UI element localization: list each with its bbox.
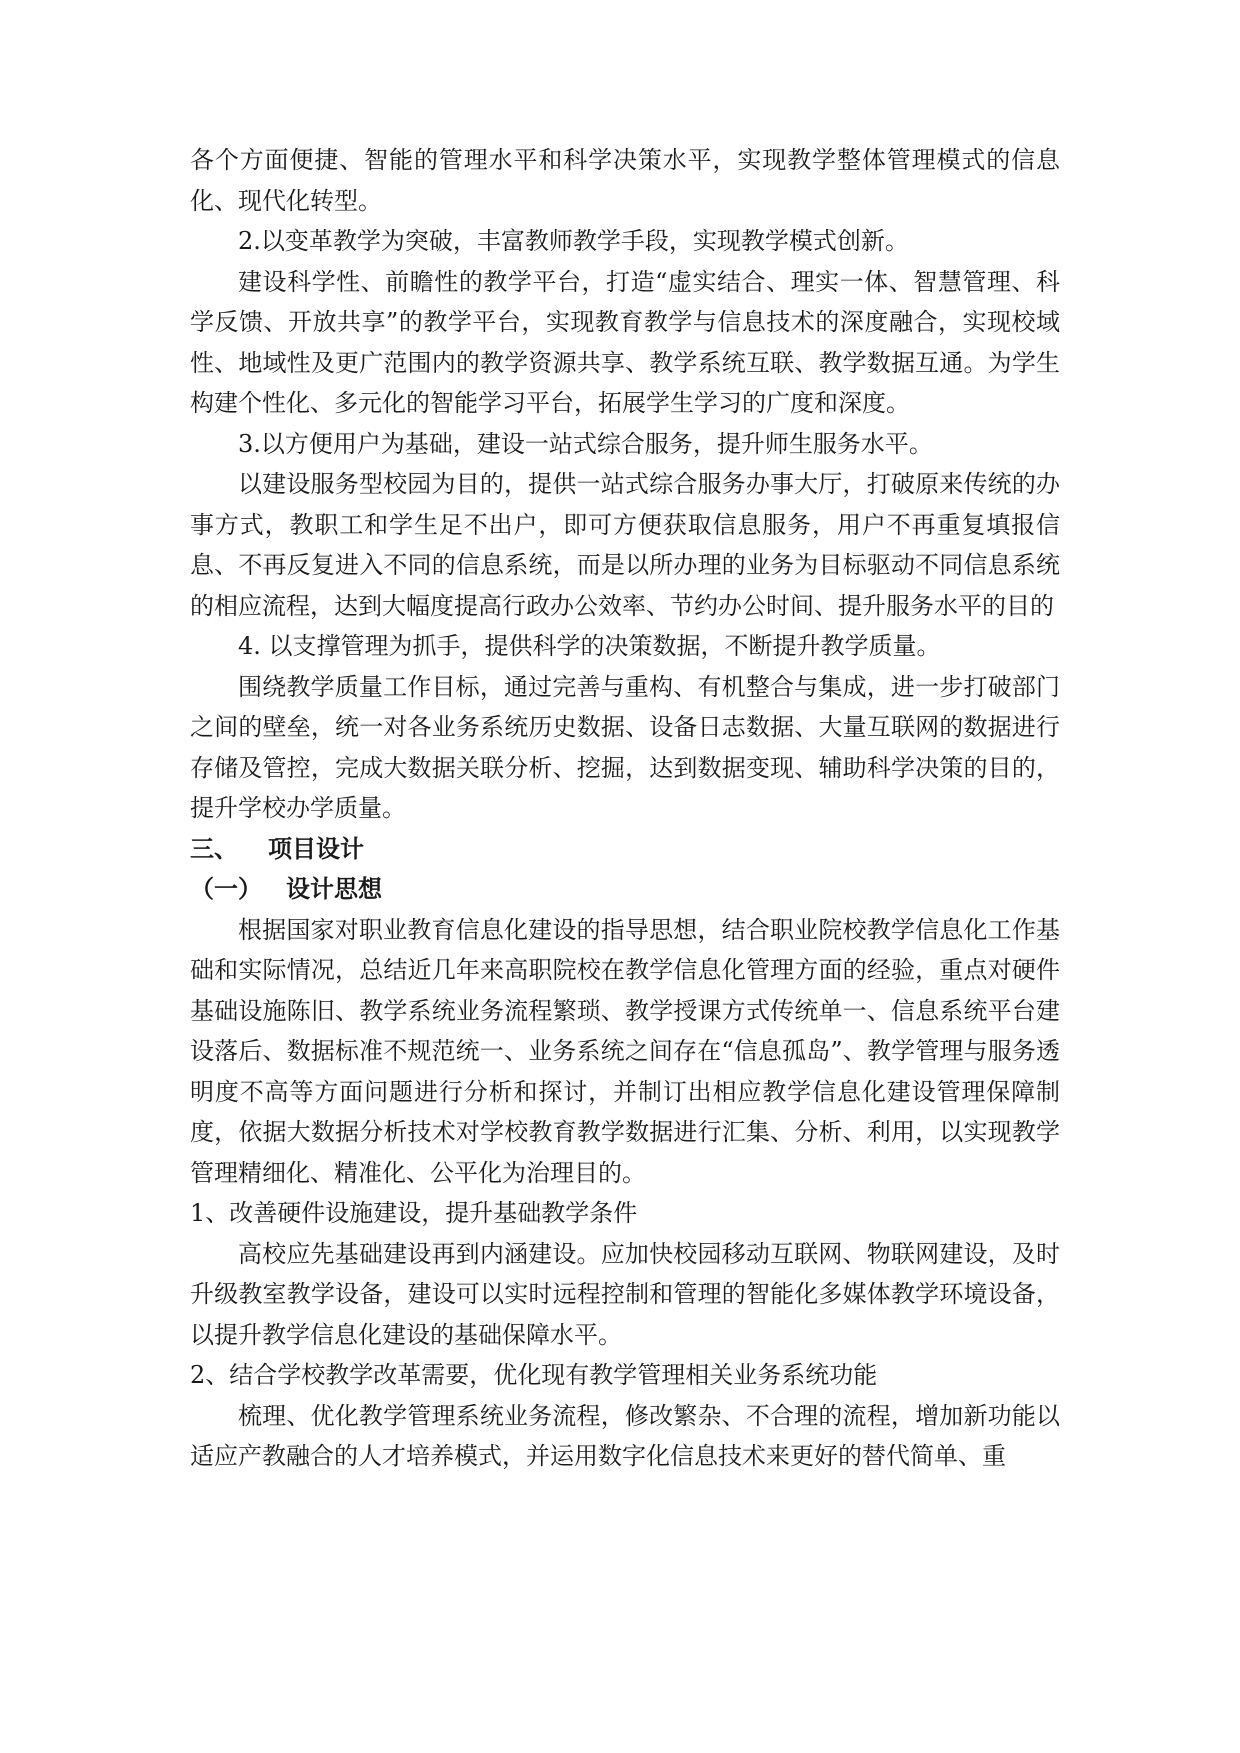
paragraph-4: 3.以方便用户为基础，建设一站式综合服务，提升师生服务水平。 [238, 429, 933, 458]
subsection-heading-title: 设计思想 [286, 875, 382, 903]
paragraph-11: 2、结合学校教学改革需要，优化现有教学管理相关业务系统功能 [190, 1361, 878, 1389]
paragraph-10: 高校应先基础建设再到内涵建设。应加快校园移动互联网、物联网建设，及时升级教室教学设备，建设可以实时远程控制和管理的智能化多媒体教学环境设备，以提升教学信息化建设的基础保障水平。 [190, 1239, 1060, 1349]
document-page [190, 140, 1060, 1477]
paragraph-7: 围绕教学质量工作目标，通过完善与重构、有机整合与集成，进一步打破部门之间的壁垒，统一对各业务系统历史数据、设备日志数据、大量互联网的数据进行存储及管控，完成大数据关联分析、挖掘，达到数据变现、辅助科学决策的目的，提升学校办学质量。 [190, 672, 1060, 822]
section-heading-title: 项目设计 [268, 834, 364, 863]
paragraph-5: 以建设服务型校园为目的，提供一站式综合服务办事大厅，打破原来传统的办事方式，教职工和学生足不出户，即可方便获取信息服务，用户不再重复填报信息、不再反复进入不同的信息系统，而是以所办理的业务为目标驱动不同信息系统的相应流程，达到大幅度提高行政办公效率、节约办公时间、提升服务水平的目的 [190, 470, 1060, 620]
paragraph-12: 梳理、优化教学管理系统业务流程，修改繁杂、不合理的流程，增加新功能以适应产教融合的人才培养模式，并运用数字化信息技术来更好的替代简单、重 [190, 1401, 1060, 1470]
paragraph-9: 1、改善硬件设施建设，提升基础教学条件 [190, 1199, 638, 1227]
paragraph-6: 4. 以支撑管理为抓手，提供科学的决策数据，不断提升教学质量。 [238, 632, 941, 660]
paragraph-1: 各个方面便捷、智能的管理水平和科学决策水平，实现教学整体管理模式的信息化、现代化转型。 [190, 146, 1060, 215]
paragraph-3: 建设科学性、前瞻性的教学平台，打造“虚实结合、理实一体、智慧管理、科学反馈、开放共享”的教学平台，实现教育教学与信息技术的深度融合，实现校域性、地域性及更广范围内的教学资源共享、教学系统互联、教学数据互通。为学生构建个性化、多元化的智能学习平台，拓展学生学习的广度和深度。 [190, 267, 1060, 417]
section-heading-number: 三、 [190, 834, 238, 863]
subsection-heading [190, 869, 1060, 910]
paragraph-8: 根据国家对职业教育信息化建设的指导思想，结合职业院校教学信息化工作基础和实际情况，总结近几年来高职院校在教学信息化管理方面的经验，重点对硬件基础设施陈旧、教学系统业务流程繁琐、教学授课方式传统单一、信息系统平台建设落后、数据标准不规范统一、业务系统之间存在“信息孤岛”、教学管理与服务透明度不高等方面问题进行分析和探讨，并制订出相应教学信息化建设管理保障制度，依据大数据分析技术对学校教育教学数据进行汇集、分析、利用，以实现教学管理精细化、精准化、公平化为治理目的。 [190, 915, 1060, 1187]
section-heading [190, 829, 1060, 870]
subsection-heading-number: （一） [190, 875, 262, 903]
paragraph-2: 2.以变革教学为突破，丰富教师教学手段，实现教学模式创新。 [238, 227, 909, 255]
